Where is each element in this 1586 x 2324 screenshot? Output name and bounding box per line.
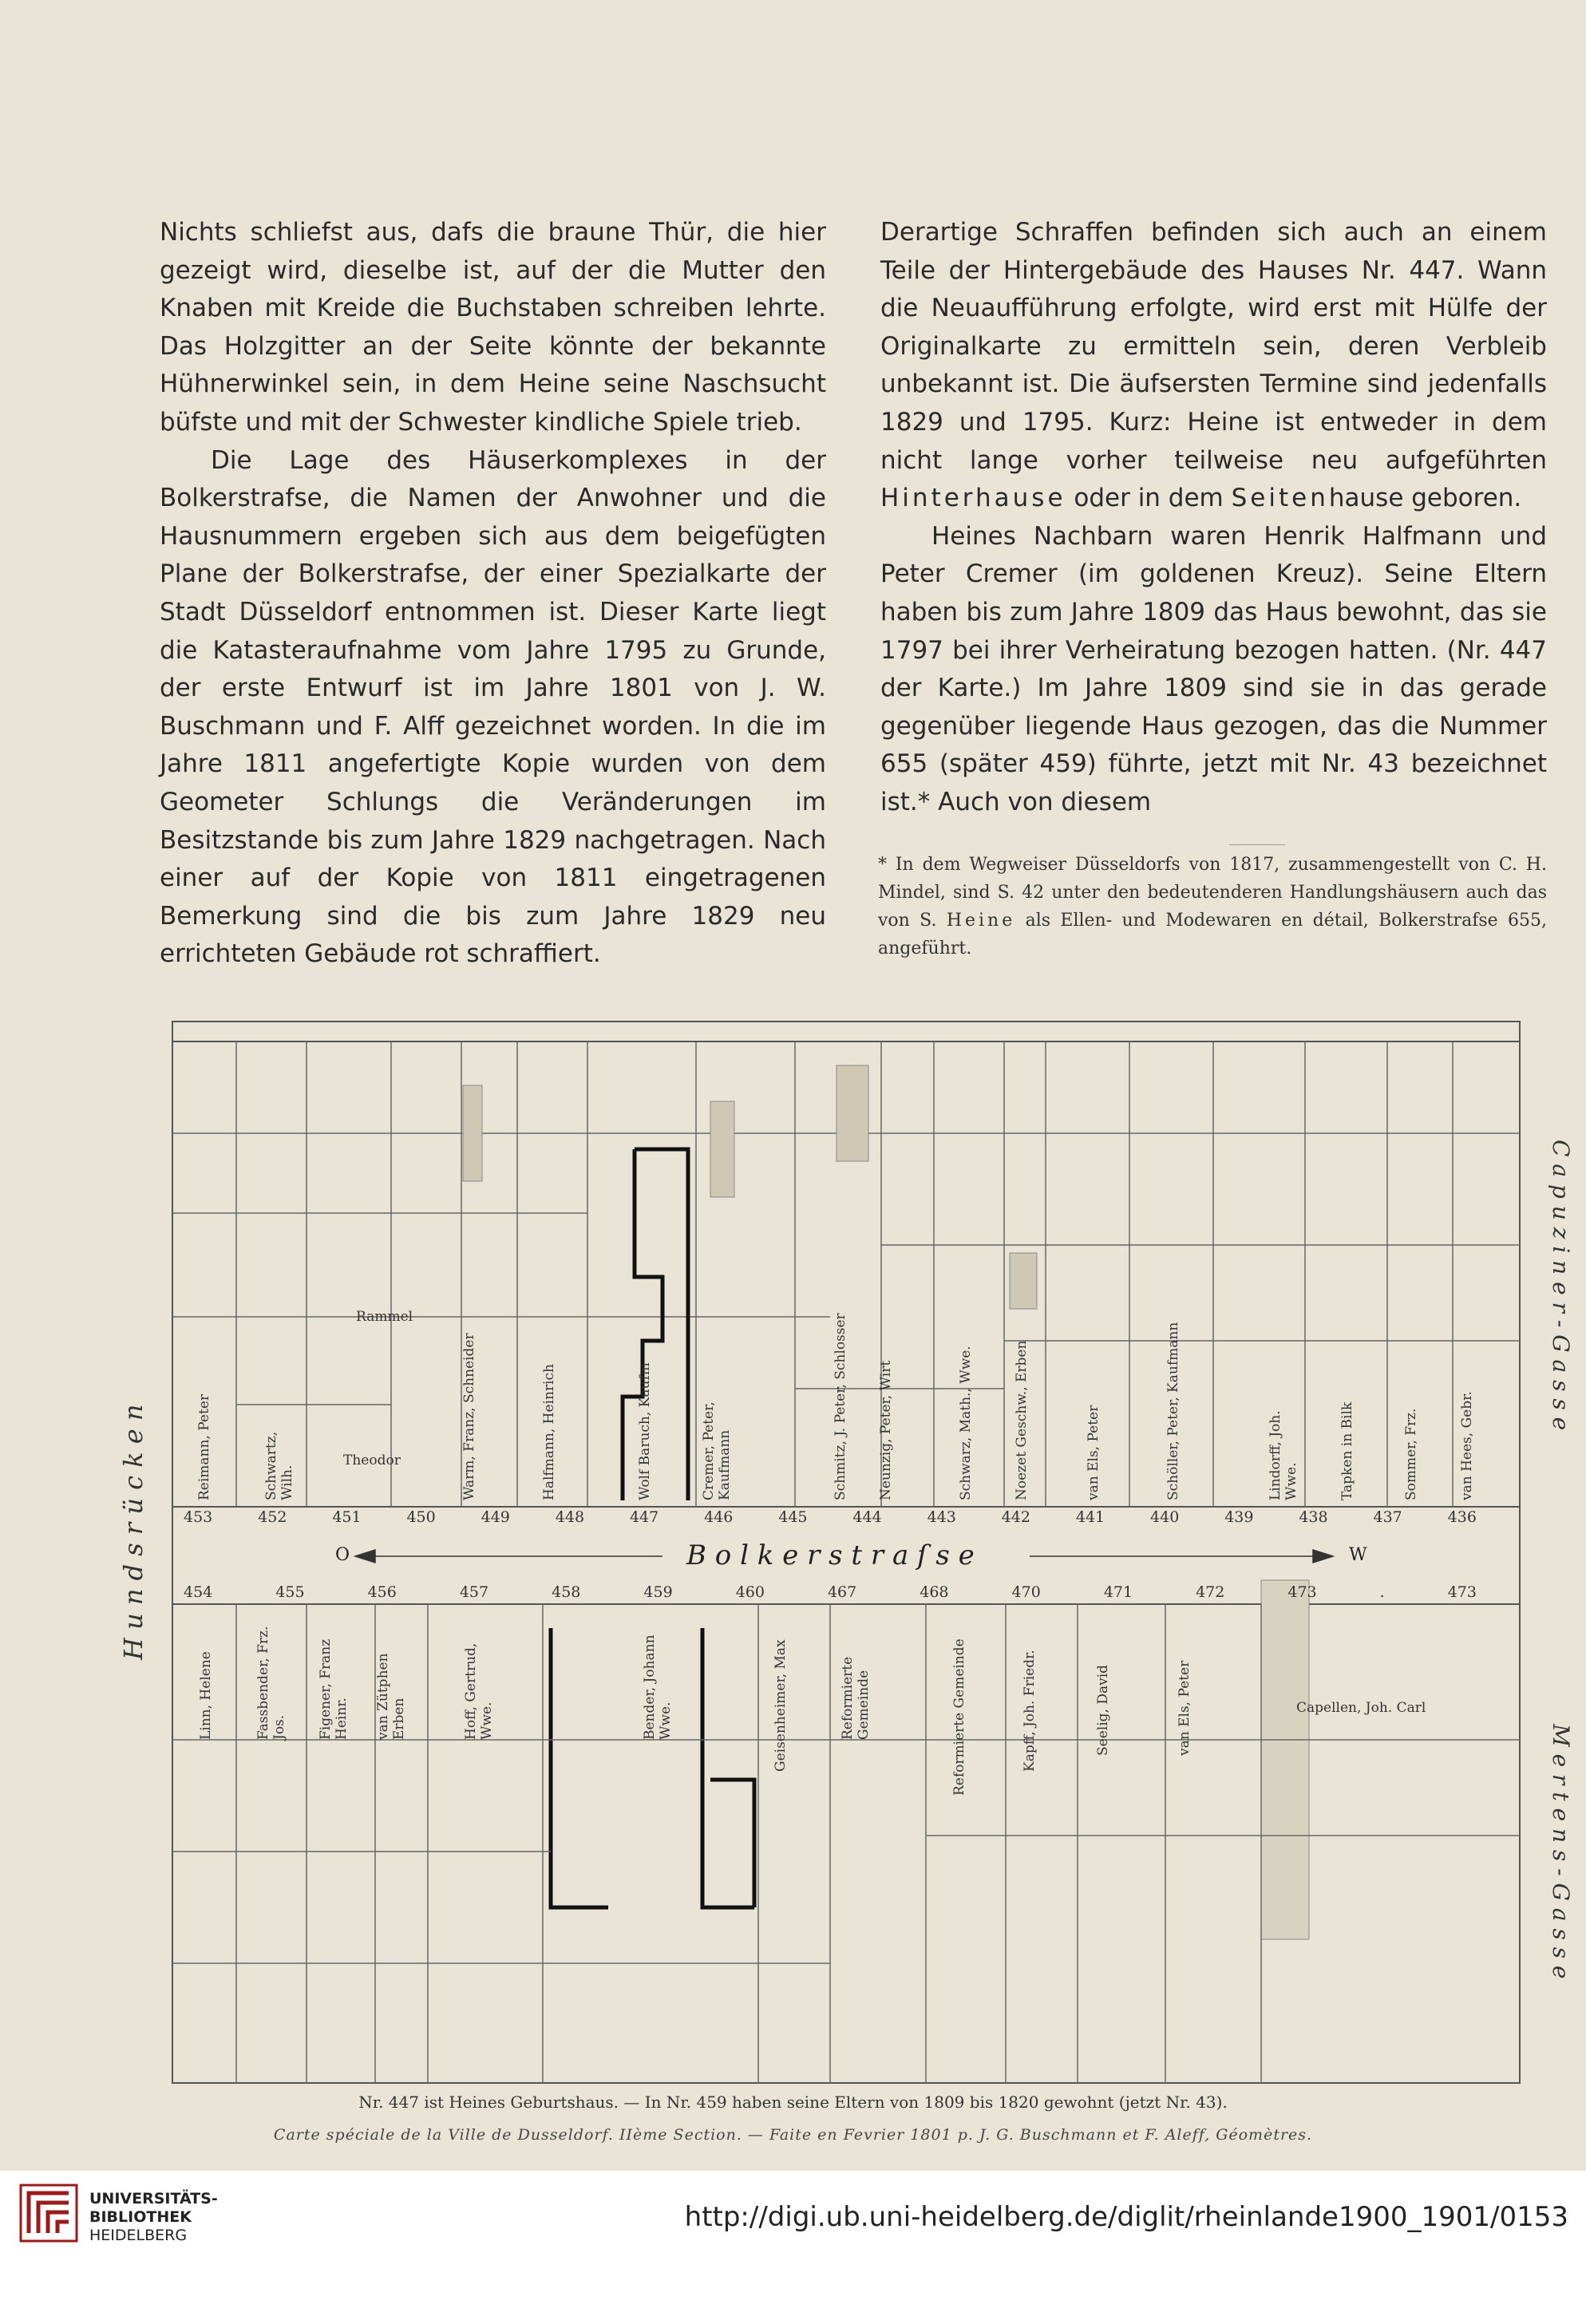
- house-number: 436: [1447, 1508, 1477, 1526]
- south-owner-labels: [190, 1612, 1467, 1796]
- house-number: 443: [927, 1508, 956, 1526]
- owner-label: Hoff, Gertrud, Wwe.: [463, 1642, 495, 1740]
- right-paragraph-1-text-c: hause geboren.: [1328, 484, 1522, 513]
- north-owner-labels: [190, 1309, 1475, 1500]
- house-number: 450: [406, 1508, 436, 1526]
- owner-label: Lindorff, Joh. Wwe.: [1268, 1410, 1299, 1500]
- house-number: 470: [1011, 1583, 1041, 1601]
- owner-label: Theodor: [343, 1452, 401, 1468]
- mertens-gasse-label: M e r t e n s - G a s s e: [1548, 1724, 1574, 1979]
- house-number: 441: [1075, 1508, 1105, 1526]
- library-logo-icon: [19, 2184, 78, 2243]
- north-house-numbers: [184, 1508, 1477, 1526]
- owner-label: van Zütphen Erben: [375, 1653, 407, 1740]
- house-number: 453: [184, 1508, 213, 1526]
- emphasis-hinterhause: Hinterhause: [880, 484, 1066, 513]
- house-number: 447: [629, 1508, 659, 1526]
- owner-label: Reformierte Gemeinde: [951, 1638, 967, 1796]
- footnote-text: * In dem Wegweiser Düsseldorfs von 1817, zusammengestellt von C. H. Mindel, sind S. 42 unter den bedeutenderen Handlungshäusern auch das von S.: [878, 855, 1547, 931]
- house-number: 445: [778, 1508, 808, 1526]
- right-paragraph-1-text: Derartige Schraffen befinden sich auch an einem Teile der Hintergebäude des Hauses Nr. 447. Wann die Neuaufführung erfolgte, wird erst mit Hülfe der Originalkarte zu ermitteln sein, deren Verbleib unbekannt ist. Die äufsersten Termine sind jedenfalls 1829 und 1795. Kurz: Heine ist entweder in dem nicht lange vorher teilweise neu aufgeführten: [880, 218, 1547, 475]
- hatched-buildings: [463, 1065, 1309, 1939]
- house-number: .: [1379, 1583, 1385, 1601]
- house-number: 442: [1001, 1508, 1030, 1526]
- owner-label: Capellen, Joh. Carl: [1296, 1700, 1426, 1716]
- owner-label: van Hees, Gebr.: [1459, 1391, 1475, 1500]
- library-name-line: HEIDELBERG: [89, 2227, 188, 2244]
- left-paragraph-2: Die Lage des Häuserkomplexes in der Bolkerstrafse, die Namen der Anwohner und die Hausnummern ergeben sich aus dem beigefügten Plane der Bolkerstrafse, der einer Spezialkarte der Stadt Düsseldorf entnommen ist. Dieser Karte liegt die Katasteraufnahme vom Jahre 1795 zu Grunde, der erste Entwurf ist im Jahre 1801 von J. W. Buschmann und F. Alff gezeichnet worden. In die im Jahre 1811 angefertigte Kopie wurden von dem Geometer Schlungs die Veränderungen im Besitzstande bis zum Jahre 1829 nachgetragen. Nach einer auf der Kopie von 1811 eingetragenen Bemerkung sind die bis zum Jahre 1829 neu errichteten Gebäude rot schraffiert.: [160, 445, 826, 969]
- owner-label: Schmitz, J. Peter, Schlosser: [833, 1313, 848, 1500]
- map-caption: Nr. 447 ist Heines Geburtshaus. — In Nr. 459 haben seine Eltern von 1809 bis 1820 gewohnt (jetzt Nr. 43).: [358, 2093, 1228, 2112]
- house-number: 467: [827, 1583, 857, 1601]
- hundsruecken-label: H u n d s r ü c k e n: [118, 1404, 148, 1661]
- owner-label: Bender, Johann Wwe.: [642, 1634, 674, 1740]
- owner-label: Warm, Franz, Schneider: [461, 1333, 477, 1500]
- house-number: 458: [552, 1583, 581, 1601]
- house-number: 439: [1224, 1508, 1254, 1526]
- house-number: 452: [258, 1508, 287, 1526]
- compass-west: W: [1349, 1545, 1367, 1565]
- house-number: 440: [1150, 1508, 1180, 1526]
- house-number: 446: [704, 1508, 734, 1526]
- footnote-text-b: als Ellen- und Modewaren en détail, Bolkerstrafse 655, angeführt.: [878, 911, 1547, 958]
- house-number: 472: [1196, 1583, 1225, 1601]
- owner-label: Linn, Helene: [198, 1651, 214, 1740]
- owner-label: Reimann, Peter: [196, 1393, 212, 1500]
- house-number: 449: [481, 1508, 510, 1526]
- owner-label: Halfmann, Heinrich: [541, 1364, 557, 1500]
- house-number: 460: [735, 1583, 765, 1601]
- footer-bar: [0, 2171, 1586, 2324]
- owner-label: Seelig, David: [1095, 1664, 1111, 1756]
- library-name-line: UNIVERSITÄTS-: [89, 2190, 218, 2207]
- house-number: 457: [459, 1583, 489, 1601]
- capuziner-gasse-label: C a p u z i n e r - G a s s e: [1548, 1139, 1574, 1431]
- owner-label: Fassbender, Frz. Jos.: [255, 1626, 287, 1740]
- owner-label: van Els, Peter: [1177, 1660, 1192, 1756]
- owner-label: Wolf Baruch, Kaufm: [637, 1362, 653, 1500]
- right-paragraph-1-text-b: oder in dem: [1074, 484, 1224, 513]
- house-number: 448: [555, 1508, 585, 1526]
- emphasis-seiten: Seiten: [1231, 484, 1329, 513]
- owner-label: Kapff, Joh. Friedr.: [1022, 1650, 1038, 1772]
- owner-label: Figener, Franz Heinr.: [318, 1638, 350, 1740]
- house-number: 473: [1447, 1583, 1477, 1601]
- map-source-caption: Carte spéciale de la Ville de Dusseldorf. IIème Section. — Faite en Fevrier 1801 p. J. G. Buschmann et F. Aleff, Géomètres.: [273, 2126, 1313, 2144]
- owner-label: Geisenheimer, Max: [773, 1639, 789, 1772]
- footnote-heine: Heine: [946, 911, 1016, 931]
- owner-label: Cremer, Peter, Kaufmann: [701, 1401, 733, 1500]
- south-house-numbers: [184, 1583, 1477, 1601]
- house-number: 451: [332, 1508, 362, 1526]
- owner-label: Rammel: [356, 1309, 413, 1325]
- house-number: 459: [643, 1583, 673, 1601]
- compass-east: O: [335, 1545, 350, 1565]
- owner-label: Schwartz, Wilh.: [263, 1431, 295, 1500]
- owner-label: Noezet Geschw., Erben: [1014, 1340, 1030, 1500]
- source-url-link[interactable]: http://digi.ub.uni-heidelberg.de/diglit/rheinlande1900_1901/0153: [684, 2201, 1568, 2233]
- street-label: B o l k e r s t r a ſ s e: [686, 1539, 975, 1571]
- house-number: 454: [184, 1583, 213, 1601]
- right-paragraph-2: Heines Nachbarn waren Henrik Halfmann und Peter Cremer (im goldenen Kreuz). Seine Eltern haben bis zum Jahre 1809 das Haus bewohnt, das sie 1797 bei ihrer Verheiratung bezogen hatten. (Nr. 447 der Karte.) Im Jahre 1809 sind sie in das gerade gegenüber liegende Haus gezogen, das die Nummer 655 (später 459) führte, jetzt mit Nr. 43 bezeichnet ist.* Auch von diesem: [880, 521, 1547, 816]
- owner-label: Schöller, Peter, Kaufmann: [1165, 1322, 1181, 1500]
- owner-label: Sommer, Frz.: [1403, 1408, 1419, 1500]
- house-number: 473: [1287, 1583, 1317, 1601]
- library-name-line: BIBLIOTHEK: [89, 2208, 192, 2226]
- house-number: 455: [275, 1583, 305, 1601]
- owner-label: Neunzig, Peter, Wirt: [878, 1360, 894, 1500]
- house-number: 437: [1373, 1508, 1402, 1526]
- owner-label: Schwarz, Math., Wwe.: [958, 1346, 974, 1500]
- left-paragraph-1: Nichts schliefst aus, dafs die braune Thür, die hier gezeigt wird, dieselbe ist, auf der die Mutter den Knaben mit Kreide die Buchstaben schreiben lehrte. Das Holzgitter an der Seite könnte der bekannte Hühnerwinkel sein, in dem Heine seine Naschsucht büfste und mit der Schwester kindliche Spiele trieb.: [160, 218, 826, 437]
- library-name: [89, 2190, 218, 2245]
- house-number: 468: [920, 1583, 949, 1601]
- owner-label: van Els, Peter: [1086, 1405, 1101, 1500]
- house-number: 444: [852, 1508, 882, 1526]
- owner-label: Reformierte Gemeinde: [840, 1656, 872, 1740]
- house-number: 456: [367, 1583, 397, 1601]
- owner-label: Tapken in Bilk: [1339, 1401, 1355, 1500]
- house-number: 471: [1103, 1583, 1133, 1601]
- house-number: 438: [1299, 1508, 1328, 1526]
